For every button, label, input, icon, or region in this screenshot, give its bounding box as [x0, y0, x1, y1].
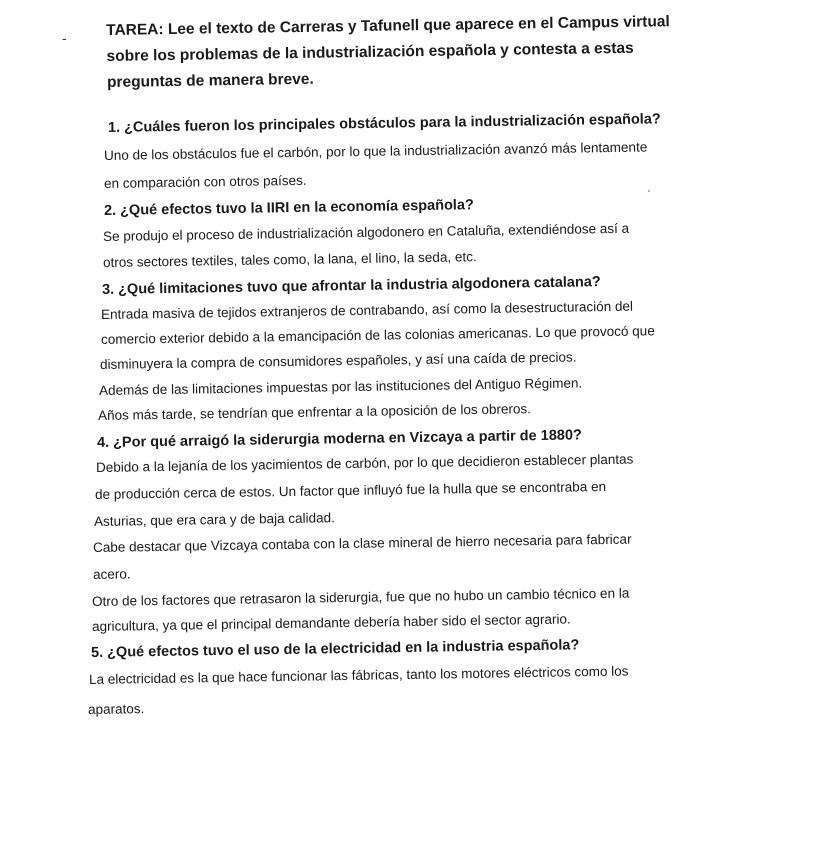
answer-line: Se produjo el proceso de industrialización algodonero en Cataluña, extendiéndose así a: [102, 220, 630, 244]
answer-line: Debido a la lejanía de los yacimientos de carbón, por lo que decidieron establecer plantas: [95, 451, 634, 475]
answer-line: Entrada masiva de tejidos extranjeros de contrabando, así como la desestructuración del: [100, 298, 634, 322]
question-heading: 4. ¿Por qué arraigó la siderurgia moderna en Vizcaya a partir de 1880?: [96, 427, 582, 451]
answer-line: agricultura, ya que el principal demandante debería haber sido el sector agrario.: [91, 611, 571, 634]
bullet-marker: -: [62, 30, 67, 46]
answer-line: Cabe destacar que Vizcaya contaba con la clase mineral de hierro necesaria para fabricar: [92, 531, 632, 555]
answer-line: Asturias, que era cara y de baja calidad.: [93, 510, 335, 529]
question-heading: 2. ¿Qué efectos tuvo la IIRI en la economía española?: [103, 197, 474, 219]
answer-line: Además de las limitaciones impuestas por las instituciones del Antiguo Régimen.: [98, 375, 583, 398]
question-heading: 1. ¿Cuáles fueron los principales obstáculos para la industrialización española?: [107, 111, 661, 136]
task-line: preguntas de manera breve.: [106, 70, 314, 91]
answer-line: La electricidad es la que hace funcionar las fábricas, tanto los motores eléctricos como los: [88, 663, 629, 687]
scan-speck: [648, 190, 650, 192]
task-line: TAREA: Lee el texto de Carreras y Tafunell que aparece en el Campus virtual: [106, 13, 670, 39]
answer-line: Años más tarde, se tendrían que enfrentar a la oposición de los obreros.: [97, 401, 532, 423]
answer-line: Otro de los factores que retrasaron la siderurgia, fue que no hubo un cambio técnico en la: [91, 585, 630, 609]
answer-line: de producción cerca de estos. Un factor que influyó fue la hulla que se encontraba en: [94, 478, 607, 502]
question-heading: 3. ¿Qué limitaciones tuvo que afrontar la industria algodonera catalana?: [101, 274, 601, 298]
answer-line: Uno de los obstáculos fue el carbón, por lo que la industrialización avanzó más lentamente: [103, 139, 648, 163]
answer-line: disminuyera la compra de consumidores españoles, y así una caída de precios.: [99, 349, 577, 372]
answer-line: comercio exterior debido a la emancipación de las colonias americanas. Lo que provocó que: [100, 323, 655, 347]
answer-line: aparatos.: [87, 701, 145, 717]
answer-line: en comparación con otros países.: [103, 172, 307, 191]
answer-line: acero.: [92, 566, 131, 582]
question-heading: 5. ¿Qué efectos tuvo el uso de la electricidad en la industria española?: [90, 637, 580, 661]
answer-line: otros sectores textiles, tales como, la lana, el lino, la seda, etc.: [102, 249, 477, 270]
task-line: sobre los problemas de la industrialización española y contesta a estas: [106, 39, 634, 65]
task-heading: [106, 8, 767, 96]
